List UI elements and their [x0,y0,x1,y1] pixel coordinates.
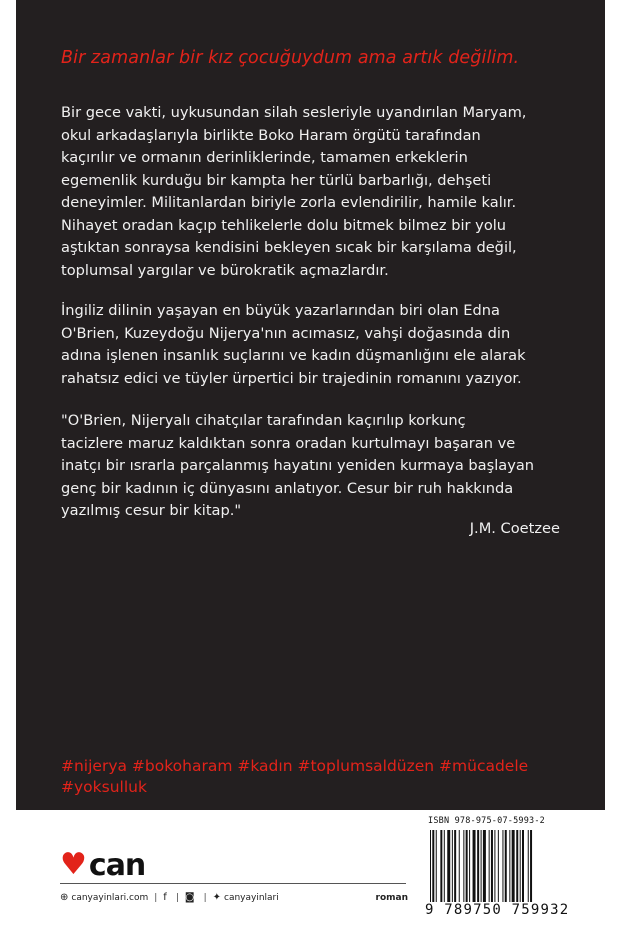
instagram-icon: ◙ [184,892,195,903]
text-line: toplumsal yargılar ve bürokratik açmazlardır. [61,261,389,279]
author-paragraph [61,300,581,390]
review-quote [61,410,581,523]
text-line: kaçırılır ve ormanın derinliklerinde, tamamen erkeklerin [61,149,468,166]
social-handle: canyayinlari [224,892,279,903]
text-line: O'Brien, Kuzeydoğu Nijerya'nın acımasız, vahşi doğasında din [61,324,511,342]
globe-icon: ⊕ [60,892,69,903]
twitter-icon: ✦ [212,892,221,903]
barcode [430,830,570,902]
back-cover-panel [16,0,605,810]
hashtag-line: #nijerya #bokoharam #kadın #toplumsaldüzen #mücadele [61,757,529,775]
barcode-digits: 9 789750 759932 [425,902,570,918]
publisher-logo [60,845,145,885]
hashtag-line: #yoksulluk [61,778,147,796]
text-line: İngiliz dilinin yaşayan en büyük yazarlarından biri olan Edna [61,302,500,319]
text-line: "O'Brien, Nijeryalı cihatçılar tarafından kaçırılıp korkunç [61,412,466,429]
synopsis-paragraph [61,102,581,282]
text-line: egemenlik kurduğu bir kampta her türlü barbarlığı, dehşeti [61,171,492,189]
separator: | [175,892,179,903]
facebook-icon: f [163,892,167,903]
tagline: Bir zamanlar bir kız çocuğuydum ama artık değilim. [61,48,520,68]
isbn-label: ISBN 978-975-07-5993-2 [428,816,545,826]
separator: | [154,892,158,903]
text-line: genç bir kadının iç dünyasını anlatıyor. Cesur bir ruh hakkında [61,479,514,497]
text-line: Bir gece vakti, uykusundan silah sesleriyle uyandırılan Maryam, [61,104,527,121]
text-line: aştıktan sonraysa kendisini bekleyen sıcak bir karşılama değil, [61,239,517,256]
text-line: yazılmış cesur bir kitap." [61,502,242,519]
text-line: Nihayet oradan kaçıp tehlikelerle dolu bitmek bilmez bir yolu [61,216,507,234]
publisher-footer [60,892,408,903]
text-line: tacizlere maruz kaldıktan sonra oradan kurtulmayı başaran ve [61,434,516,452]
website-link: canyayinlari.com [71,892,149,903]
quote-author: J.M. Coetzee [469,520,560,537]
text-line: rahatsız edici ve tüyler ürpertici bir trajedinin romanını yazıyor. [61,369,522,387]
text-line: okul arkadaşlarıyla birlikte Boko Haram örgütü tarafından [61,126,481,144]
text-line: inatçı bir ısrarla parçalanmış hayatını yeniden kurmaya başlayan [61,457,535,474]
text-line: deneyimler. Militanlardan biriyle zorla evlendirilir, hamile kalır. [61,194,517,211]
divider [60,883,406,884]
text-line: adına işlenen insanlık suçlarını ve kadın düşmanlığını ele alarak [61,347,526,364]
heart-icon: ♥ [60,847,87,882]
hashtags [61,756,591,798]
separator: | [203,892,207,903]
publisher-logo-word: can [88,847,146,883]
genre-label: roman [375,892,408,903]
